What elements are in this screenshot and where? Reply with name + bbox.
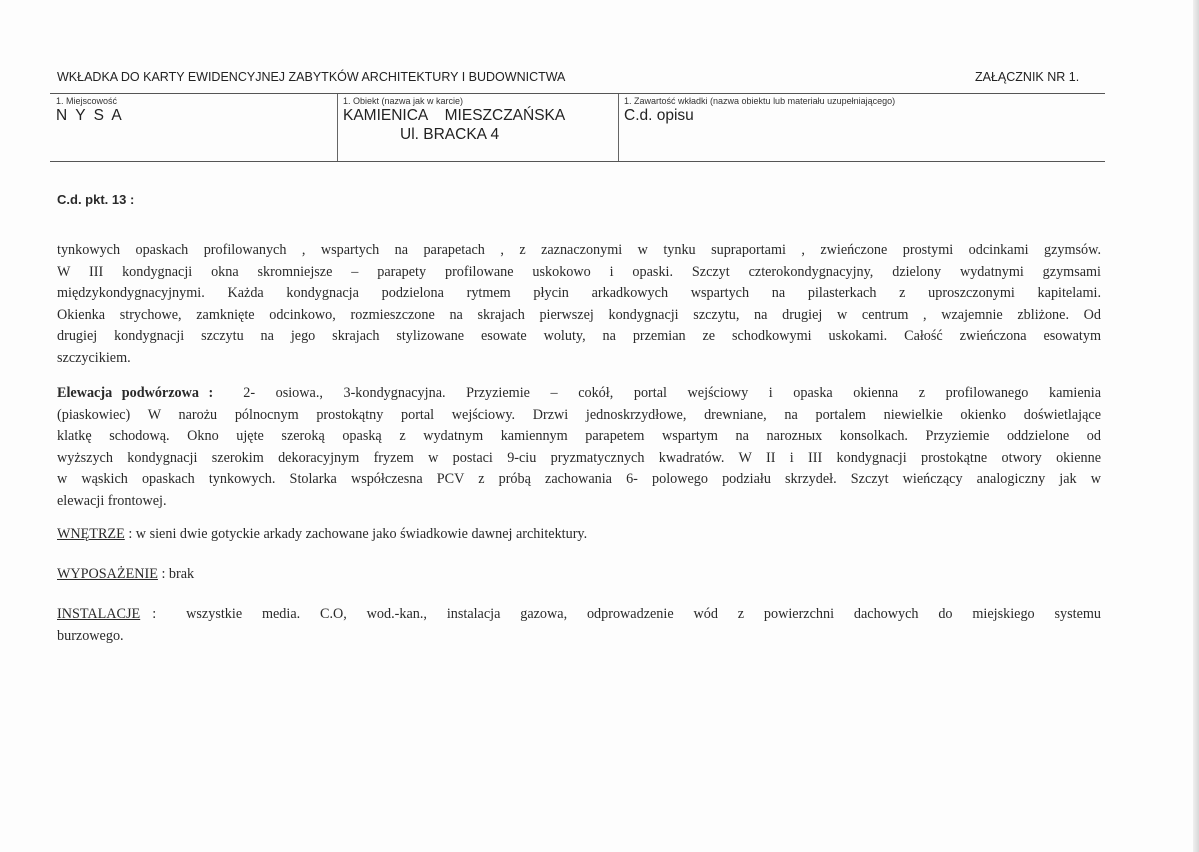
text-line: tynkowych opaskach profilowanych , wspartych na parapetach , z zaznaczonymi w tynku supraportami , zwieńczone prostymi odcinkami gzymsów.: [57, 242, 1101, 258]
installations-text: wszystkie media. C.O, wod.-kan., instalacja gazowa, odprowadzenie wód z powierzchni dachowych do miejskiego systemu: [186, 606, 1101, 622]
content-label: 1. Zawartość wkładki (nazwa obiektu lub materiału uzupełniającego): [624, 96, 896, 106]
document-title: WKŁADKA DO KARTY EWIDENCYJNEJ ZABYTKÓW ARCHITEKTURY I BUDOWNICTWA: [57, 70, 566, 84]
text-line: drugiej kondygnacji szczytu na jego skrajach stylizowane esowate woluty, na przemian ze schodkowymi uskokami. Całość zwieńczona esowatym: [57, 328, 1101, 344]
text-line: klatkę schodową. Okno ujęte szeroką opaską z wydatnym kamiennym parapetem wspartym na narozных konsolkach. Przyziemie oddzielone od: [57, 428, 1101, 444]
courtyard-first-line: 2- osiowa., 3-kondygnacyjna. Przyziemie – cokół, portal wejściowy i opaska okienna z profilowanego kamienia: [243, 385, 1101, 401]
text-line: elewacji frontowej.: [57, 492, 167, 509]
equipment-text: : brak: [157, 566, 195, 582]
interior-text: : w sieni dwie gotyckie arkady zachowane jako świadkowie dawnej architektury.: [124, 526, 588, 542]
locality-label: 1. Miejscowość: [56, 96, 118, 106]
equipment-label: WYPOSAŻENIE: [57, 566, 158, 582]
content-cell: [618, 94, 895, 161]
courtyard-label: Elewacja podwórzowa :: [57, 385, 214, 401]
installations-label: INSTALACJE: [57, 606, 141, 622]
interior-line: [57, 524, 1101, 546]
object-label: 1. Obiekt (nazwa jak w karcie): [343, 96, 464, 106]
paragraph-courtyard: [57, 383, 1101, 512]
locality-value: N Y S A: [56, 107, 124, 124]
text-line: międzykondygnacyjnymi. Każda kondygnacja podzielona rytmem płycin arkadkowych wspartych na pilasterkach z uproszczonymi kapitelami.: [57, 285, 1101, 301]
text-line: (piaskowiec) W narożu pólnocnym prostokątny portal wejściowy. Drzwi jednoskrzydłowe, drewniane, na portalem niewielkie okienko doświetlające: [57, 406, 1101, 423]
text-line: szczycikiem.: [57, 349, 131, 366]
scan-edge: [1193, 0, 1199, 852]
installations-text-2: burzowego.: [57, 627, 124, 644]
header-table: [50, 93, 1105, 162]
attachment-number: ZAŁĄCZNIK NR 1.: [975, 70, 1080, 84]
text-line: [57, 383, 1101, 405]
text-line: wyższych kondygnacji szerokim dekoracyjnym fryzem w postaci 9-ciu pryzmatycznych kwadratów. W II i III kondygnacji prostokątne otwory okienne: [57, 449, 1101, 466]
equipment-line: [57, 564, 1101, 586]
locality-cell: [56, 94, 124, 161]
text-line: INSTALACJE : wszystkie media. C.O, wod.-kan., instalacja gazowa, odprowadzenie wód z powierzchni dachowych do miejskiego systemu: [57, 604, 1101, 626]
text-line: w wąskich opaskach tynkowych. Stolarka współczesna PCV z próbą zachowania 6- polowego podziału skrzydeł. Szczyt wieńczący analogiczny jak w: [57, 471, 1101, 487]
text-line: Okienka strychowe, zamknięte odcinkowo, rozmieszczone na skrajach pierwszej kondygnacji szczytu, na drugiej w centrum , wzajemnie zbliżone. Od: [57, 306, 1101, 323]
text-line: W III kondygnacji okna skromniejsze – parapety profilowane uskokowo i opaski. Szczyt czterokondygnacyjny, dzielony wydatnymi gzymsami: [57, 263, 1101, 280]
section-title: C.d. pkt. 13 :: [57, 192, 135, 207]
object-value: KAMIENICA MIESZCZAŃSKA: [343, 107, 566, 124]
interior-label: WNĘTRZE: [57, 526, 125, 542]
content-value: C.d. opisu: [624, 107, 694, 124]
paragraph-front: [57, 240, 1101, 369]
object-cell: [337, 94, 565, 161]
object-address: Ul. BRACKA 4: [400, 126, 500, 143]
installations-block: [57, 604, 1101, 647]
